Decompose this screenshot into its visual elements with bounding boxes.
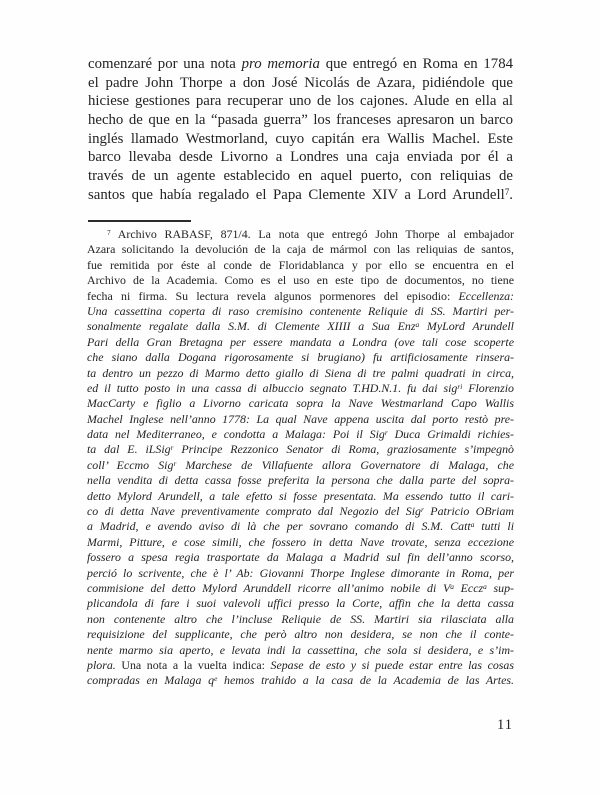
text-line — [87, 673, 514, 688]
text-line — [87, 350, 514, 365]
text-line: Azara solicitando la devolución de la caja de mármol con las reliquias de santos, — [87, 242, 514, 257]
text-line — [87, 596, 514, 611]
superscript: 7 — [107, 227, 111, 237]
superscript: a — [450, 581, 454, 591]
text-line — [87, 550, 514, 565]
text-line — [87, 627, 514, 642]
italic-text: ta dentro un pezzo di Marmo detto giallo di Siena di tre palmi quadrati in circa, — [87, 365, 514, 380]
text-line — [87, 581, 514, 596]
text-line — [87, 612, 514, 627]
superscript: e — [214, 674, 218, 684]
text-line: el padre John Thorpe a don José Nicolás de Azara, pidiéndole que — [88, 74, 513, 91]
superscript: a — [483, 581, 487, 591]
italic-text: Machel Inglese nell’anno 1778: La qual Nave appena uscita dal porto restò pre- — [87, 411, 514, 426]
superscript: r — [384, 427, 388, 437]
text-line — [87, 319, 514, 334]
italic-text: Una cassettina coperta di raso cremisino contenente Reliquie di SS. Martiri per- — [87, 303, 514, 318]
text-line — [87, 442, 514, 457]
text-line — [87, 396, 514, 411]
text-line: través de un agente establecido en aquel puerto, con reliquias de — [88, 168, 513, 185]
superscript: a — [415, 320, 420, 330]
italic-text: data nel Mediterraneo, e condotta a Malaga: Poi il Sig$^r$ Duca Grimaldi richies- — [87, 427, 514, 442]
italic-text: perció lo scrivente, che è l’ Ab: Giovanni Thorpe Inglese dimorante in Roma, per — [87, 565, 514, 580]
italic-text: Sepase de esto y si puede estar entre las cosas — [270, 657, 514, 672]
italic-text: nella vendita di detta cassa fosse preferita la persona che dalla parte del sopra- — [87, 473, 514, 488]
text-line — [87, 427, 514, 442]
text-line: plora. Una nota a la vuelta indica: Sepase de esto y si puede estar entre las cosas — [87, 657, 514, 672]
text-line — [87, 566, 514, 581]
text-line — [87, 519, 514, 534]
italic-text: ta dal E. iLSig$^r$ Principe Rezzonico Senator di Roma, graziosamente s’impegnò — [87, 442, 514, 457]
italic-text: Eccellenza: — [458, 288, 514, 303]
superscript: r — [170, 443, 174, 453]
italic-text: che siano dalla Dogana rigorosamente si brugiano) fu artificiosamente rinsera- — [87, 350, 514, 365]
text-line — [87, 366, 514, 381]
footnote-7 — [87, 227, 514, 689]
main-paragraph — [88, 55, 513, 205]
text-line — [87, 643, 514, 658]
italic-text: ed il tutto posto in una cassa di albuccio segnato T.HD.N.1. fu dai sig$^{ri}$ Florenzio — [87, 380, 514, 395]
text-line: Archivo de la Academia. Como es el uso en este tipo de documentos, no tiene — [87, 273, 514, 288]
italic-text: plicandola di fare i suoi valevoli uffici presso la Corte, affin che la detta cassa — [87, 596, 514, 611]
text-line — [87, 458, 514, 473]
italic-text: co di detta Nave preventivamente comprato dal Negozio del Sig$^r$ Patricio OBriam — [87, 504, 515, 519]
page-number: 11 — [497, 717, 513, 733]
text-line: hecho de que en la “pasada guerra” los franceses apresaron un barco — [88, 112, 513, 129]
text-line — [87, 335, 514, 350]
text-line: inglés llamado Westmorland, cuyo capitán era Wallis Machel. Este — [88, 130, 513, 147]
text-line — [87, 412, 514, 427]
text-line — [87, 504, 514, 519]
text-line — [87, 473, 514, 488]
italic-text: requisizione del supplicante, che però altro non desidera, se non che il conte- — [87, 627, 514, 642]
footnote-separator — [88, 220, 191, 222]
italic-text: plora. — [87, 657, 116, 672]
text-line: barco llevaba desde Livorno a Londres una caja enviada por él a — [88, 149, 513, 166]
text-line — [87, 304, 514, 319]
text-line: fue remitida por éste al conde de Floridablanca y por ello se encuentra en el — [87, 257, 514, 272]
italic-text: Marmi, Pitture, e cose simili, che fossero in detta Nave trovate, senza eccezione — [87, 534, 514, 549]
text-line: fecha ni firma. Su lectura revela algunos pormenores del episodio: Eccellenza: — [87, 288, 514, 303]
italic-text: a Madrid, e avendo aviso di là che per sovrano comando di S.M. Catt$^a$ tutti li — [87, 519, 515, 534]
superscript: 7 — [504, 186, 510, 197]
italic-text: commisione del detto Mylord Arunddell ricorre all’animo nobile di $V^a$ Eccz$^a$ sup- — [87, 580, 514, 595]
italic-text: pro memoria — [241, 56, 320, 72]
text-line — [87, 535, 514, 550]
italic-text: compradas en Malaga $q^e$ hemos trahido a la casa de la Academia de las Artes. — [87, 673, 514, 688]
text-line: santos que había regalado el Papa Clemente XIV a Lord Arundell$^7$. — [88, 186, 513, 203]
text-line: comenzaré por una nota pro memoria que entregó en Roma en 1784 — [88, 56, 513, 72]
superscript: r — [173, 458, 177, 468]
text-line: $^7$ Archivo RABASF, 871/4. La nota que entregó John Thorpe al embajador — [107, 227, 514, 241]
italic-text: fossero a spesa regia trasportate da Malaga a Madrid sul fin dell’anno scorso, — [87, 550, 514, 565]
italic-text: non contenente altro che l’incluse Reliquie de SS. Martiri sia rilasciata alla — [87, 611, 514, 626]
italic-text: Pari della Gran Bretagna per essere mandata a Londra (ove tali cose scoperte — [87, 334, 514, 349]
superscript: ri — [457, 381, 463, 391]
superscript: r — [421, 504, 424, 514]
italic-text: detto Mylord Arundell, a tale efetto si fosse presentata. Ma essendo tutto il cari- — [87, 488, 514, 503]
italic-text: nente marmo sia aperto, e levata indi la cassettina, che sola si desidera, e s’im- — [87, 642, 514, 657]
text-line — [87, 489, 514, 504]
italic-text: sonalmente regalate dalla S.M. di Clemente XIIII a Sua Enz$^a$ MyLord Arundell — [87, 319, 514, 334]
text-line: hiciese gestiones para recuperar uno de los cajones. Alude en ella al — [88, 93, 513, 110]
italic-text: MacCarty e figlio a Livorno caricata sopra la Nave Westmarland Capo Wallis — [87, 396, 514, 411]
italic-text: coll’ Eccmo Sig$^r$ Marchese de Villafuente allora Governatore di Malaga, che — [87, 457, 514, 472]
text-line — [87, 381, 514, 396]
superscript: a — [470, 520, 475, 530]
